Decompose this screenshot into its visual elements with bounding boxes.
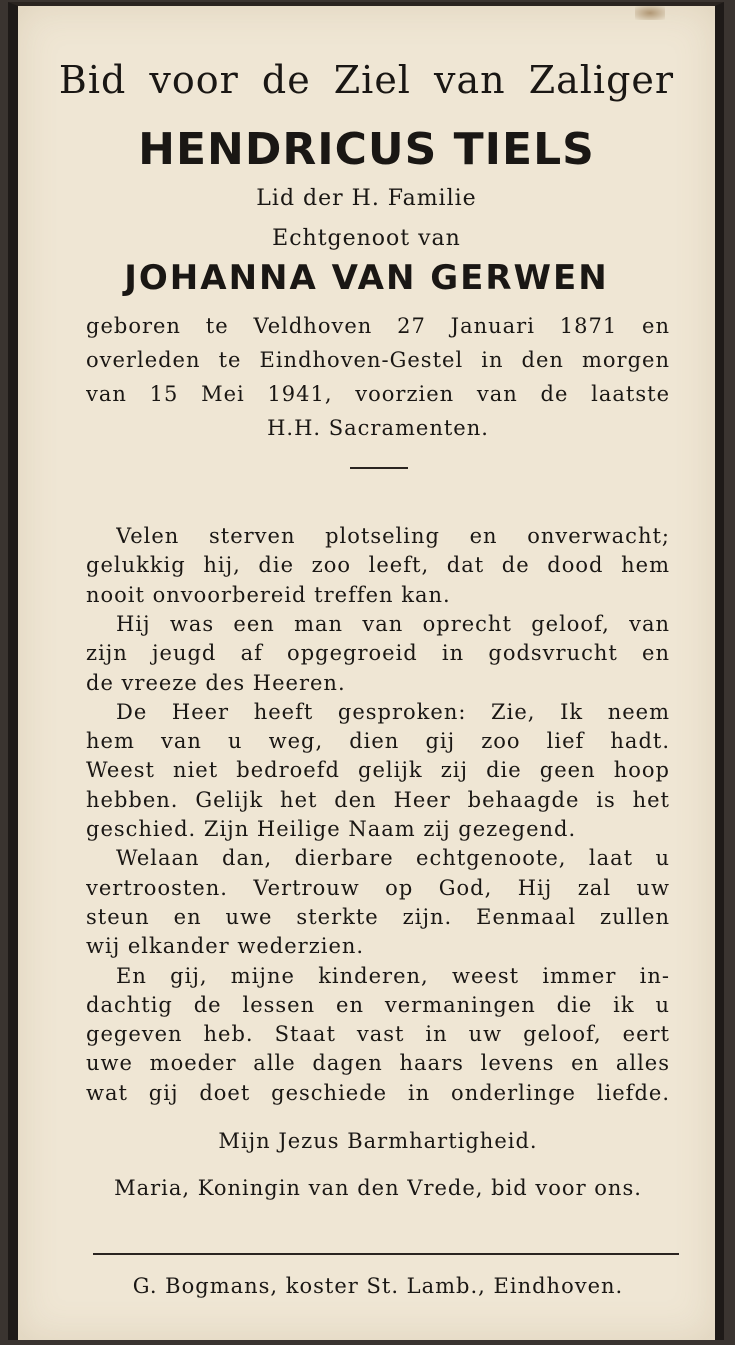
card-content — [18, 6, 715, 1340]
text-line: wij elkander wederzien. — [86, 934, 365, 959]
text-line: hebben. Gelijk het den Heer behaagde is het — [86, 787, 670, 812]
text-line: vertroosten. Vertrouw op God, Hij zal uw — [86, 875, 670, 900]
bio-line: overleden te Eindhoven-Gestel in den morgen — [86, 348, 670, 372]
deceased-name: HENDRICUS TIELS — [138, 124, 595, 175]
spouse-intro: Echtgenoot van — [272, 226, 461, 251]
memorial-card — [8, 2, 724, 1340]
text-line: gegeven heb. Staat vast in uw geloof, eert — [86, 1022, 670, 1047]
footer-rule — [93, 1253, 679, 1255]
prayer-line: Mijn Jezus Barmhartigheid. — [218, 1129, 538, 1153]
prayer-line: Maria, Koningin van den Vrede, bid voor ons. — [114, 1176, 642, 1200]
text-line: En gij, mijne kinderen, weest immer in- — [116, 963, 670, 988]
text-line: Hij was een man van oprecht geloof, van — [116, 611, 670, 636]
text-line: uwe moeder alle dagen haars levens en alles — [86, 1051, 670, 1076]
text-line: Welaan dan, dierbare echtgenoote, laat u — [116, 846, 670, 871]
bio-line: van 15 Mei 1941, voorzien van de laatste — [86, 382, 670, 406]
text-line: steun en uwe sterkte zijn. Eenmaal zullen — [86, 904, 670, 929]
stain — [635, 6, 665, 20]
text-line: Weest niet bedroefd gelijk zij die geen hoop — [86, 758, 670, 783]
text-line: hem van u weg, dien gij zoo lief hadt. — [86, 729, 670, 754]
text-line: gelukkig hij, die zoo leeft, dat de dood hem — [86, 553, 670, 578]
text-line: Velen sterven plotseling en onverwacht; — [116, 524, 670, 548]
membership-line: Lid der H. Familie — [256, 186, 477, 211]
text-line: wat gij doet geschiede in onderlinge liefde. — [86, 1080, 670, 1105]
text-line: de vreeze des Heeren. — [86, 670, 346, 695]
bio-line: H.H. Sacramenten. — [267, 416, 489, 440]
printer-line: G. Bogmans, koster St. Lamb., Eindhoven. — [132, 1274, 624, 1298]
text-line: dachtig de lessen en vermaningen die ik u — [86, 992, 670, 1017]
bio-line: geboren te Veldhoven 27 Januari 1871 en — [86, 314, 670, 338]
text-line: geschied. Zijn Heilige Naam zij gezegend. — [86, 817, 577, 841]
divider — [350, 467, 408, 469]
spouse-name: JOHANNA VAN GERWEN — [124, 258, 609, 298]
text-line: De Heer heeft gesproken: Zie, Ik neem — [116, 699, 670, 724]
text-line: nooit onvoorbereid treffen kan. — [86, 582, 451, 607]
text-line: zijn jeugd af opgegroeid in godsvrucht en — [86, 641, 670, 666]
card-heading: Bid voor de Ziel van Zaliger — [58, 58, 675, 102]
